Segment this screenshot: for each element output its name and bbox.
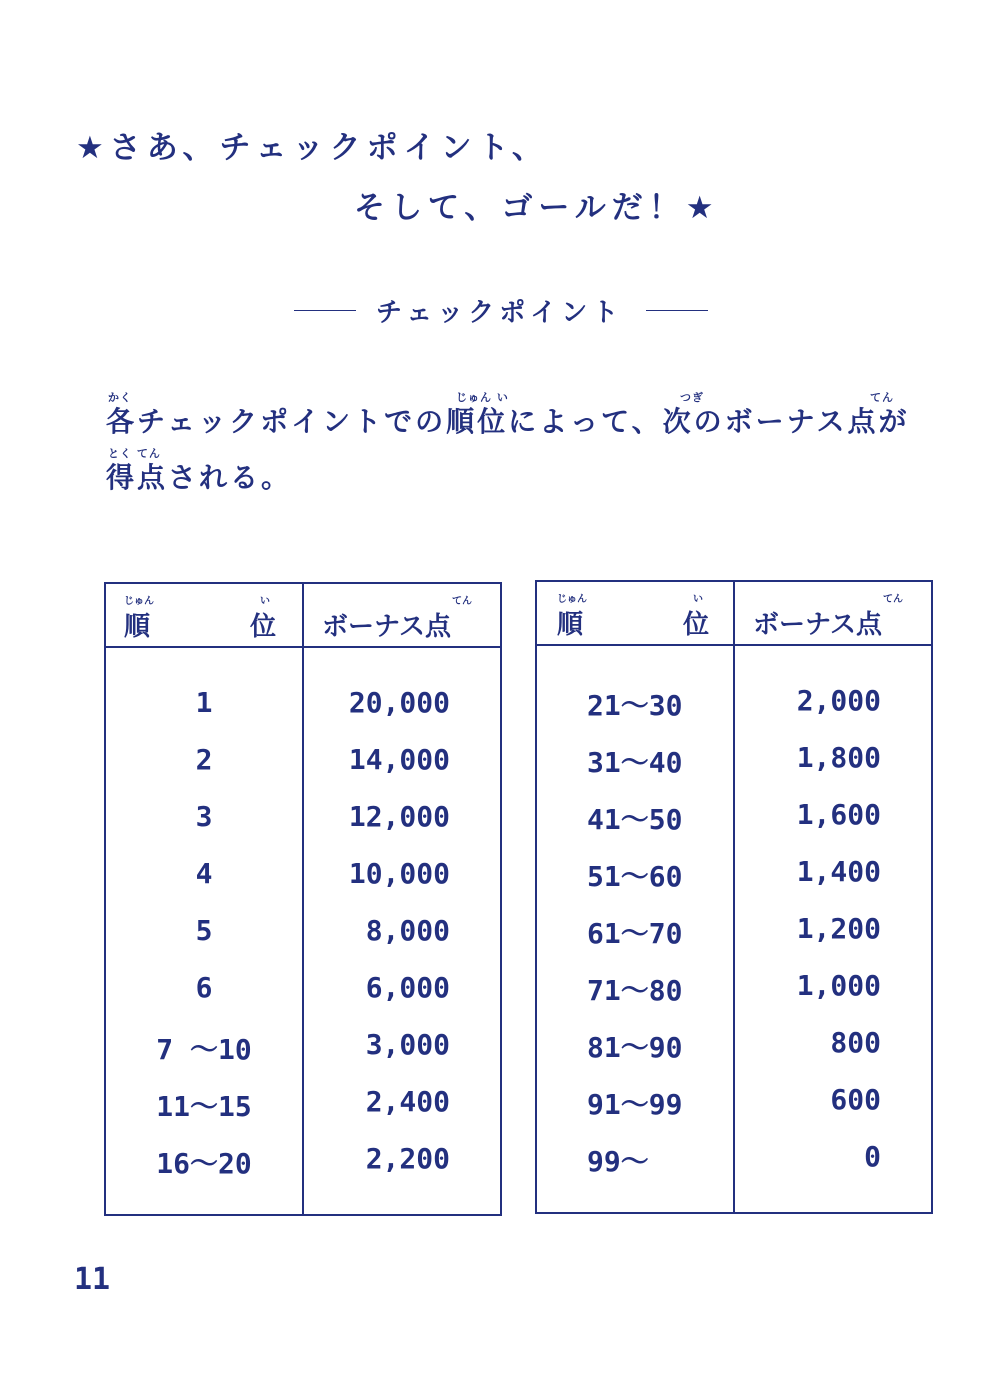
rank-kanji-2: 位 bbox=[250, 612, 277, 642]
intro-line-1: 各チェックポイントでの順位によって、次のボーナス点が bbox=[106, 405, 910, 438]
rank-ruby-2: い bbox=[260, 596, 270, 607]
rank-kanji-2: 位 bbox=[683, 610, 710, 640]
rank-value: 16〜20 bbox=[156, 1147, 252, 1180]
rank-value: 7 〜10 bbox=[156, 1033, 252, 1066]
rank-value: 61〜70 bbox=[587, 917, 683, 950]
rank-value: 41〜50 bbox=[587, 803, 683, 836]
bonus-value: 1,400 bbox=[796, 855, 881, 888]
rank-column bbox=[536, 645, 734, 1213]
rank-value: 51〜60 bbox=[587, 860, 683, 893]
rank-value: 4 bbox=[195, 857, 213, 890]
rank-ruby-1: じゅん bbox=[557, 594, 587, 605]
ruby-ten: てん bbox=[870, 391, 894, 404]
rank-kanji-1: 順 bbox=[124, 612, 151, 642]
bonus-column bbox=[303, 647, 501, 1215]
bonus-value: 12,000 bbox=[348, 800, 450, 833]
bonus-value: 1,200 bbox=[796, 912, 881, 945]
rank-value: 21〜30 bbox=[587, 689, 683, 722]
bonus-value: 2,400 bbox=[365, 1085, 450, 1118]
bonus-value: 2,000 bbox=[796, 684, 881, 717]
ruby-tsugi: つぎ bbox=[680, 391, 704, 404]
rank-value: 2 bbox=[195, 743, 213, 776]
bonus-value: 2,200 bbox=[365, 1142, 450, 1175]
bonus-value: 8,000 bbox=[365, 914, 450, 947]
bonus-label: ボーナス点 bbox=[322, 612, 451, 642]
rank-value: 81〜90 bbox=[587, 1031, 683, 1064]
bonus-value: 1,600 bbox=[796, 798, 881, 831]
bonus-value: 3,000 bbox=[365, 1028, 450, 1061]
rank-value: 11〜15 bbox=[156, 1090, 252, 1123]
rank-ruby-1: じゅん bbox=[124, 596, 154, 607]
ruby-kaku: かく bbox=[108, 391, 132, 404]
intro-line-2: 得点される。 bbox=[106, 461, 293, 494]
bonus-value: 14,000 bbox=[348, 743, 450, 776]
section-header bbox=[294, 290, 708, 330]
bonus-value: 1,000 bbox=[796, 969, 881, 1002]
page-number: 11 bbox=[74, 1262, 111, 1297]
bonus-header bbox=[734, 581, 932, 645]
section-rule-left bbox=[294, 310, 356, 311]
bonus-label: ボーナス点 bbox=[753, 610, 882, 640]
rank-value: 31〜40 bbox=[587, 746, 683, 779]
section-title: チェックポイント bbox=[376, 298, 624, 328]
bonus-value: 600 bbox=[830, 1083, 881, 1116]
rank-value: 71〜80 bbox=[587, 974, 683, 1007]
rank-value: 3 bbox=[195, 800, 213, 833]
bonus-ruby: てん bbox=[452, 596, 472, 607]
bonus-table-left bbox=[104, 582, 502, 1216]
ruby-tokuten: とく てん bbox=[108, 447, 161, 460]
rank-header bbox=[105, 583, 303, 647]
heading-line-2: そして、ゴールだ！★ bbox=[354, 190, 720, 226]
section-rule-right bbox=[646, 310, 708, 311]
bonus-value: 6,000 bbox=[365, 971, 450, 1004]
heading-line-1: ★さあ、チェックポイント、 bbox=[76, 130, 549, 166]
rank-value: 6 bbox=[195, 971, 213, 1004]
ruby-juni: じゅん い bbox=[456, 391, 509, 404]
rank-value: 1 bbox=[195, 686, 213, 719]
bonus-table-right bbox=[535, 580, 933, 1214]
rank-column bbox=[105, 647, 303, 1215]
bonus-ruby: てん bbox=[883, 594, 903, 605]
bonus-value: 10,000 bbox=[348, 857, 450, 890]
bonus-value: 20,000 bbox=[348, 686, 450, 719]
bonus-header bbox=[303, 583, 501, 647]
bonus-value: 800 bbox=[830, 1026, 881, 1059]
bonus-value: 1,800 bbox=[796, 741, 881, 774]
rank-header bbox=[536, 581, 734, 645]
rank-kanji-1: 順 bbox=[557, 610, 584, 640]
bonus-value: 0 bbox=[864, 1140, 881, 1173]
bonus-column bbox=[734, 645, 932, 1213]
rank-value: 5 bbox=[195, 914, 213, 947]
rank-ruby-2: い bbox=[693, 594, 703, 605]
rank-value: 99〜 bbox=[587, 1145, 649, 1178]
rank-value: 91〜99 bbox=[587, 1088, 683, 1121]
